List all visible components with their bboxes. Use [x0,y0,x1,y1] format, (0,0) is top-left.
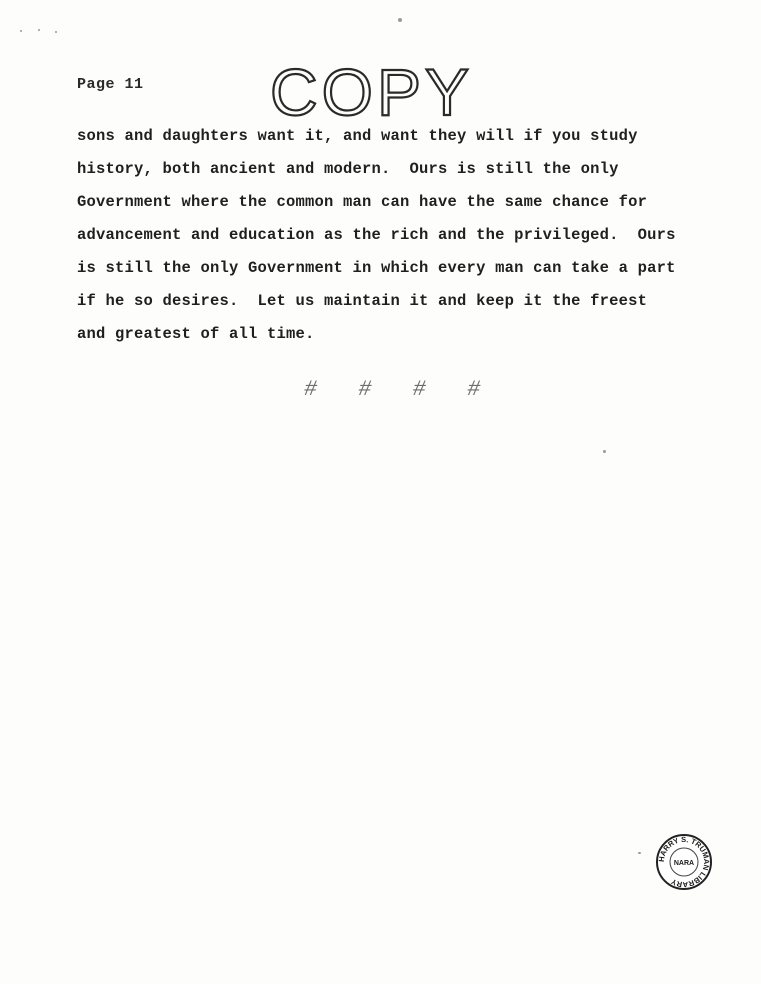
scan-speck [603,450,606,453]
end-mark: # # # # [304,377,495,402]
body-line-7: and greatest of all time. [77,325,315,343]
copy-stamp-text: COPY [270,60,474,120]
scan-speck [55,31,57,33]
body-line-4: advancement and education as the rich and the privileged. Ours [77,226,676,244]
scan-speck [638,852,641,854]
body-line-5: is still the only Government in which every man can take a part [77,259,676,277]
body-line-1: sons and daughters want it, and want they will if you study [77,127,638,145]
copy-stamp [268,60,498,120]
letter-body [77,120,717,351]
scan-speck [38,29,40,31]
body-line-2: history, both ancient and modern. Ours is still the only [77,160,619,178]
seal-center-text: NARA [673,860,695,867]
scan-speck [20,30,22,32]
body-line-3: Government where the common man can have the same chance for [77,193,648,211]
page-number: Page 11 [77,76,144,93]
body-line-6: if he so desires. Let us maintain it and keep it the freest [77,292,648,310]
scan-speck [398,18,402,22]
seal-ring-text: HARRY S. TRUMAN LIBRARY [656,834,712,890]
archive-seal [655,833,713,891]
